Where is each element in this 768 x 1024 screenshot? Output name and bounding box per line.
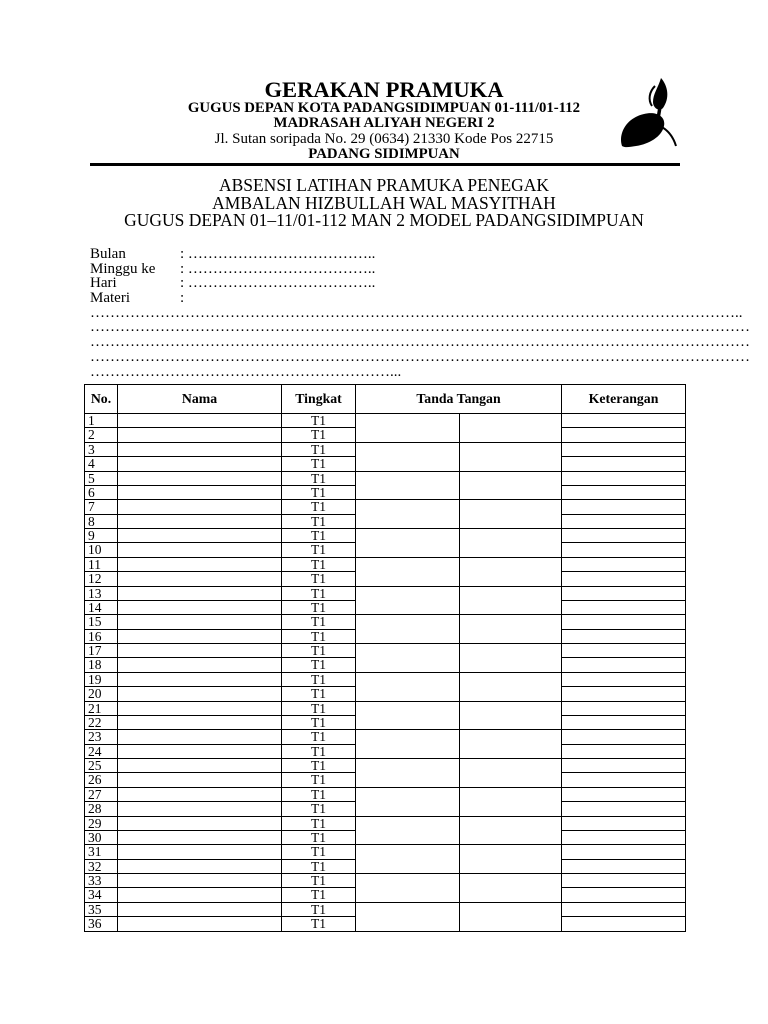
keterangan-cell (562, 500, 686, 514)
keterangan-cell (562, 673, 686, 687)
tingkat-cell: T1 (282, 759, 356, 773)
tanda-tangan-cell (356, 500, 460, 529)
nama-cell (118, 773, 282, 787)
tingkat-cell: T1 (282, 615, 356, 629)
tanda-tangan-cell (460, 500, 562, 529)
field-label: Minggu ke (90, 260, 156, 277)
nama-cell (118, 558, 282, 572)
tanda-tangan-cell (356, 529, 460, 558)
nama-cell (118, 802, 282, 816)
tingkat-cell: T1 (282, 558, 356, 572)
city-name: PADANG SIDIMPUAN (308, 146, 460, 162)
materi-dotted-line: …………………………………………………………………………………………………………………… (90, 348, 750, 365)
row-number-cell: 29 (85, 817, 118, 831)
tanda-tangan-cell (356, 558, 460, 587)
row-number-cell: 33 (85, 874, 118, 888)
tingkat-cell: T1 (282, 443, 356, 457)
keterangan-cell (562, 572, 686, 586)
tingkat-cell: T1 (282, 802, 356, 816)
tanda-tangan-cell (460, 788, 562, 817)
header-nama: Nama (118, 385, 282, 414)
row-number-cell: 25 (85, 759, 118, 773)
tanda-tangan-cell (460, 615, 562, 644)
tingkat-cell: T1 (282, 644, 356, 658)
row-number-cell: 28 (85, 802, 118, 816)
tingkat-cell: T1 (282, 917, 356, 931)
nama-cell (118, 874, 282, 888)
keterangan-cell (562, 716, 686, 730)
tanda-tangan-cell (460, 730, 562, 759)
row-number-cell: 14 (85, 601, 118, 615)
tanda-tangan-cell (356, 730, 460, 759)
tanda-tangan-cell (460, 558, 562, 587)
tanda-tangan-cell (356, 817, 460, 846)
row-number-cell: 12 (85, 572, 118, 586)
nama-cell (118, 630, 282, 644)
header-keterangan: Keterangan (562, 385, 686, 414)
tanda-tangan-cell (356, 472, 460, 501)
keterangan-cell (562, 860, 686, 874)
nama-cell (118, 817, 282, 831)
row-number-cell: 15 (85, 615, 118, 629)
tingkat-cell: T1 (282, 745, 356, 759)
tingkat-cell: T1 (282, 860, 356, 874)
row-number-cell: 31 (85, 845, 118, 859)
tanda-tangan-cell (356, 673, 460, 702)
row-number-cell: 20 (85, 687, 118, 701)
row-number-cell: 2 (85, 428, 118, 442)
keterangan-cell (562, 730, 686, 744)
keterangan-cell (562, 457, 686, 471)
keterangan-cell (562, 831, 686, 845)
row-number-cell: 18 (85, 658, 118, 672)
keterangan-cell (562, 529, 686, 543)
field-value: : ……………………………….. (180, 275, 376, 292)
nama-cell (118, 673, 282, 687)
row-number-cell: 22 (85, 716, 118, 730)
row-number-cell: 21 (85, 702, 118, 716)
row-number-cell: 7 (85, 500, 118, 514)
row-number-cell: 30 (85, 831, 118, 845)
attendance-table (84, 384, 686, 932)
keterangan-cell (562, 903, 686, 917)
materi-dotted-line: ………………………………………………………………………………………………………………….. (90, 304, 743, 321)
gugus-depan-line: GUGUS DEPAN KOTA PADANGSIDIMPUAN 01-111/01-112 (187, 100, 581, 116)
header-tanda-tangan: Tanda Tangan (356, 385, 562, 414)
field-bulan (90, 247, 685, 262)
nama-cell (118, 443, 282, 457)
keterangan-cell (562, 630, 686, 644)
keterangan-cell (562, 773, 686, 787)
tingkat-cell: T1 (282, 572, 356, 586)
row-number-cell: 17 (85, 644, 118, 658)
tingkat-cell: T1 (282, 716, 356, 730)
nama-cell (118, 601, 282, 615)
form-fields (90, 247, 685, 306)
field-value: : ……………………………….. (180, 246, 376, 262)
field-hari (90, 276, 685, 291)
tunas-kelapa-logo-icon (616, 74, 686, 154)
tanda-tangan-cell (460, 845, 562, 874)
nama-cell (118, 543, 282, 557)
keterangan-cell (562, 558, 686, 572)
tingkat-cell: T1 (282, 500, 356, 514)
row-number-cell: 23 (85, 730, 118, 744)
tanda-tangan-cell (460, 817, 562, 846)
keterangan-cell (562, 443, 686, 457)
nama-cell (118, 759, 282, 773)
row-number-cell: 35 (85, 903, 118, 917)
keterangan-cell (562, 644, 686, 658)
tingkat-cell: T1 (282, 601, 356, 615)
keterangan-cell (562, 788, 686, 802)
tanda-tangan-cell (460, 644, 562, 673)
tingkat-cell: T1 (282, 515, 356, 529)
tanda-tangan-cell (460, 874, 562, 903)
keterangan-cell (562, 817, 686, 831)
row-number-cell: 1 (85, 414, 118, 428)
nama-cell (118, 888, 282, 902)
tingkat-cell: T1 (282, 903, 356, 917)
keterangan-cell (562, 515, 686, 529)
form-title-line: GUGUS DEPAN 01–11/01-112 MAN 2 MODEL PADANGSIDIMPUAN (124, 210, 644, 230)
tanda-tangan-cell (356, 702, 460, 731)
tingkat-cell: T1 (282, 543, 356, 557)
tanda-tangan-cell (460, 587, 562, 616)
row-number-cell: 8 (85, 515, 118, 529)
keterangan-cell (562, 486, 686, 500)
row-number-cell: 24 (85, 745, 118, 759)
keterangan-cell (562, 428, 686, 442)
row-number-cell: 13 (85, 587, 118, 601)
keterangan-cell (562, 543, 686, 557)
row-number-cell: 26 (85, 773, 118, 787)
tanda-tangan-cell (460, 414, 562, 443)
tanda-tangan-cell (356, 788, 460, 817)
nama-cell (118, 658, 282, 672)
row-number-cell: 32 (85, 860, 118, 874)
nama-cell (118, 860, 282, 874)
tingkat-cell: T1 (282, 529, 356, 543)
field-label: Hari (90, 275, 117, 292)
nama-cell (118, 500, 282, 514)
tingkat-cell: T1 (282, 788, 356, 802)
nama-cell (118, 716, 282, 730)
nama-cell (118, 903, 282, 917)
row-number-cell: 11 (85, 558, 118, 572)
tanda-tangan-cell (356, 443, 460, 472)
form-title-line: AMBALAN HIZBULLAH WAL MASYITHAH (212, 193, 556, 213)
header-no: No. (85, 385, 118, 414)
tanda-tangan-cell (356, 644, 460, 673)
materi-dotted-line: ……………………………………………………... (90, 363, 402, 380)
nama-cell (118, 845, 282, 859)
nama-cell (118, 587, 282, 601)
nama-cell (118, 831, 282, 845)
keterangan-cell (562, 687, 686, 701)
field-label: Bulan (90, 246, 126, 262)
tanda-tangan-cell (356, 759, 460, 788)
row-number-cell: 6 (85, 486, 118, 500)
form-title-line: ABSENSI LATIHAN PRAMUKA PENEGAK (218, 175, 550, 195)
tanda-tangan-cell (460, 759, 562, 788)
keterangan-cell (562, 845, 686, 859)
header-tingkat: Tingkat (282, 385, 356, 414)
header-divider (90, 163, 680, 166)
keterangan-cell (562, 615, 686, 629)
nama-cell (118, 457, 282, 471)
row-number-cell: 4 (85, 457, 118, 471)
school-name: MADRASAH ALIYAH NEGERI 2 (273, 115, 495, 131)
school-address: Jl. Sutan soripada No. 29 (0634) 21330 Kode Pos 22715 (214, 131, 554, 147)
tingkat-cell: T1 (282, 630, 356, 644)
tingkat-cell: T1 (282, 817, 356, 831)
nama-cell (118, 486, 282, 500)
tingkat-cell: T1 (282, 773, 356, 787)
keterangan-cell (562, 874, 686, 888)
field-value: : ……………………………….. (180, 260, 376, 277)
keterangan-cell (562, 917, 686, 931)
row-number-cell: 5 (85, 472, 118, 486)
nama-cell (118, 472, 282, 486)
nama-cell (118, 730, 282, 744)
nama-cell (118, 644, 282, 658)
field-value: : (180, 290, 185, 307)
tingkat-cell: T1 (282, 831, 356, 845)
materi-dotted-line: …………………………………………………………………………………………………………………… (90, 319, 750, 336)
row-number-cell: 3 (85, 443, 118, 457)
keterangan-cell (562, 759, 686, 773)
tingkat-cell: T1 (282, 587, 356, 601)
materi-lines (90, 304, 750, 380)
keterangan-cell (562, 601, 686, 615)
tanda-tangan-cell (356, 874, 460, 903)
materi-dotted-line: …………………………………………………………………………………………………………………… (90, 334, 750, 351)
row-number-cell: 27 (85, 788, 118, 802)
tingkat-cell: T1 (282, 428, 356, 442)
coconut-shape (621, 113, 664, 147)
field-materi (90, 291, 685, 306)
tingkat-cell: T1 (282, 472, 356, 486)
keterangan-cell (562, 745, 686, 759)
tingkat-cell: T1 (282, 702, 356, 716)
nama-cell (118, 428, 282, 442)
tingkat-cell: T1 (282, 730, 356, 744)
tingkat-cell: T1 (282, 845, 356, 859)
tingkat-cell: T1 (282, 658, 356, 672)
nama-cell (118, 917, 282, 931)
tingkat-cell: T1 (282, 414, 356, 428)
field-label: Materi (90, 290, 130, 307)
keterangan-cell (562, 658, 686, 672)
keterangan-cell (562, 702, 686, 716)
row-number-cell: 9 (85, 529, 118, 543)
tanda-tangan-cell (460, 673, 562, 702)
tanda-tangan-cell (460, 529, 562, 558)
nama-cell (118, 687, 282, 701)
keterangan-cell (562, 802, 686, 816)
tingkat-cell: T1 (282, 486, 356, 500)
tanda-tangan-cell (356, 615, 460, 644)
row-number-cell: 16 (85, 630, 118, 644)
keterangan-cell (562, 414, 686, 428)
tanda-tangan-cell (460, 472, 562, 501)
keterangan-cell (562, 888, 686, 902)
nama-cell (118, 515, 282, 529)
row-number-cell: 10 (85, 543, 118, 557)
tanda-tangan-cell (356, 414, 460, 443)
tingkat-cell: T1 (282, 874, 356, 888)
row-number-cell: 36 (85, 917, 118, 931)
nama-cell (118, 745, 282, 759)
tanda-tangan-cell (356, 845, 460, 874)
row-number-cell: 19 (85, 673, 118, 687)
tanda-tangan-cell (460, 903, 562, 932)
tanda-tangan-cell (356, 587, 460, 616)
nama-cell (118, 788, 282, 802)
row-number-cell: 34 (85, 888, 118, 902)
nama-cell (118, 414, 282, 428)
nama-cell (118, 615, 282, 629)
tingkat-cell: T1 (282, 457, 356, 471)
tanda-tangan-cell (460, 702, 562, 731)
tingkat-cell: T1 (282, 673, 356, 687)
tingkat-cell: T1 (282, 687, 356, 701)
tingkat-cell: T1 (282, 888, 356, 902)
organization-title: GERAKAN PRAMUKA (264, 77, 504, 102)
tanda-tangan-cell (460, 443, 562, 472)
nama-cell (118, 529, 282, 543)
sprout-leaf (653, 78, 667, 110)
field-minggu-ke (90, 262, 685, 277)
nama-cell (118, 702, 282, 716)
nama-cell (118, 572, 282, 586)
keterangan-cell (562, 472, 686, 486)
tanda-tangan-cell (356, 903, 460, 932)
keterangan-cell (562, 587, 686, 601)
